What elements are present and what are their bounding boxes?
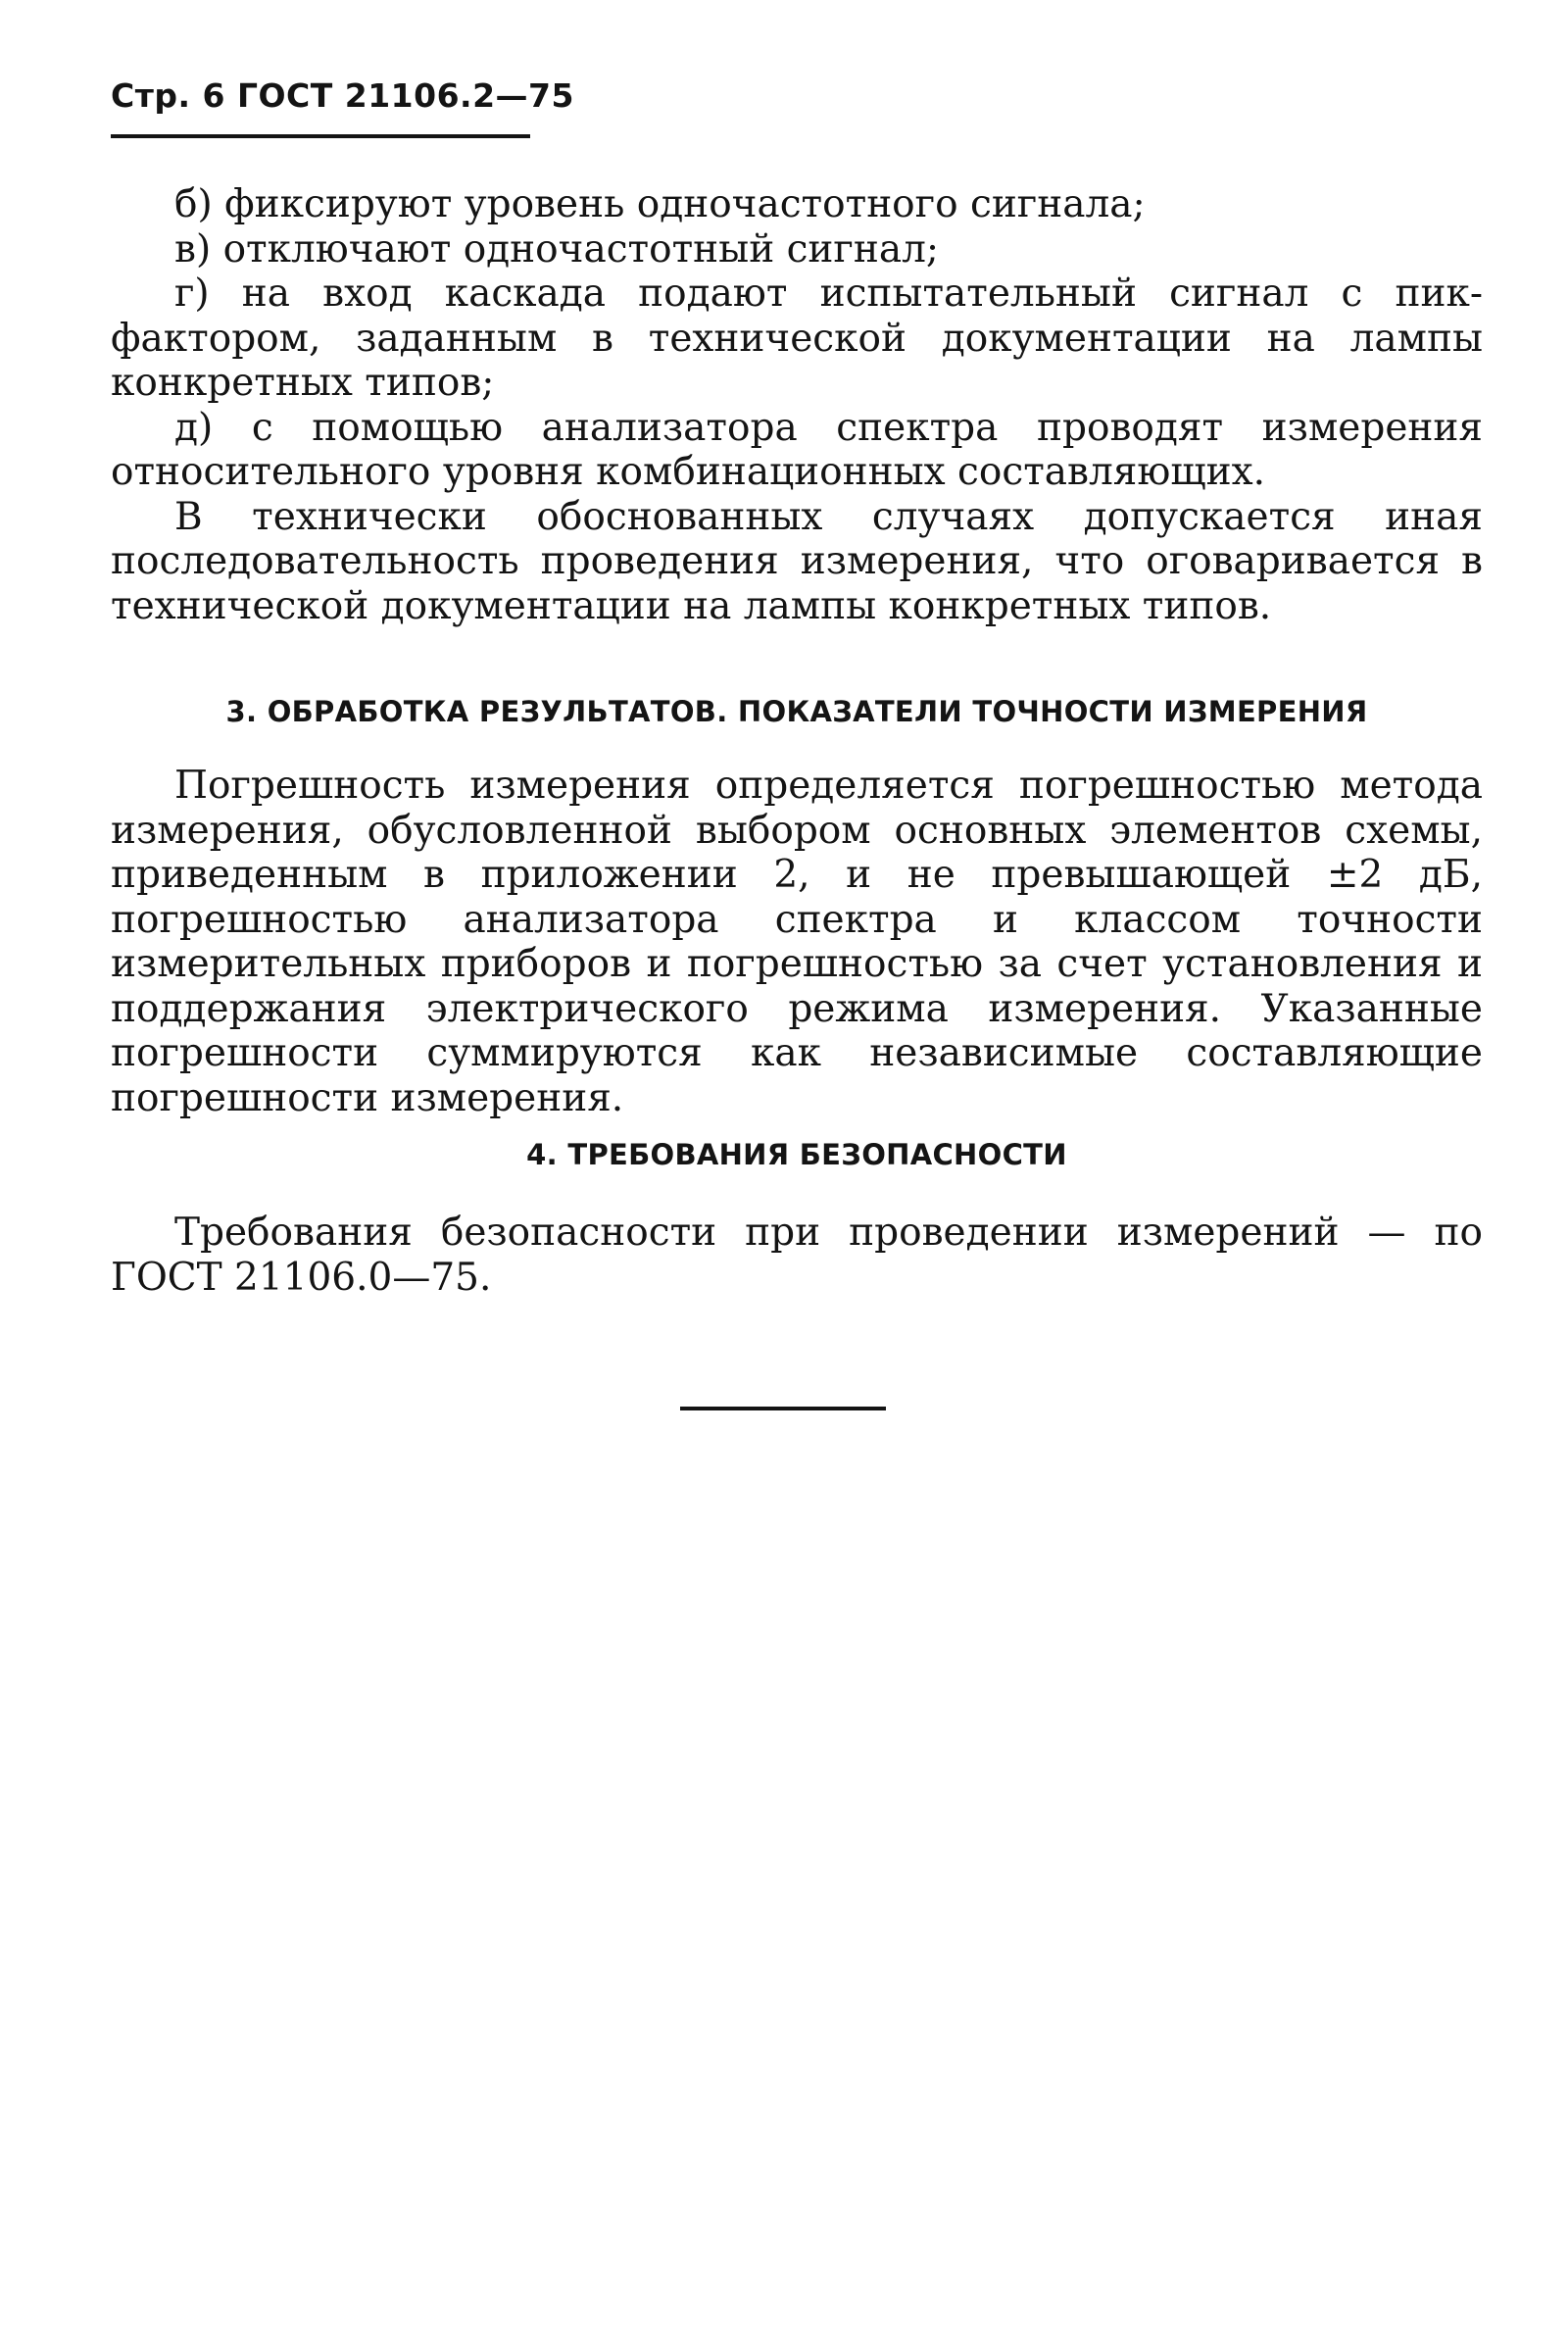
procedure-note: В технически обоснованных случаях допускается иная последовательность проведения измерения, что оговаривается в технической документации на лампы конкретных типов.	[111, 494, 1483, 628]
procedure-steps	[111, 182, 1483, 628]
running-header: Стр. 6 ГОСТ 21106.2—75	[111, 76, 574, 115]
section-4-body	[111, 1211, 1483, 1300]
section-4-paragraph: Требования безопасности при проведении измерений — по ГОСТ 21106.0—75.	[111, 1211, 1483, 1300]
step-v: в) отключают одночастотный сигнал;	[174, 226, 940, 272]
section-4-heading: 4. ТРЕБОВАНИЯ БЕЗОПАСНОСТИ	[526, 1138, 1067, 1171]
step-d: д) с помощью анализатора спектра проводят измерения относительного уровня комбинационных составляющих.	[111, 405, 1483, 494]
section-3-body	[111, 764, 1483, 1120]
step-g: г) на вход каскада подают испытательный сигнал с пик-фактором, заданным в технической документации на лампы конкретных типов;	[111, 272, 1483, 405]
end-rule	[680, 1407, 886, 1410]
header-rule	[111, 134, 530, 138]
step-b: б) фиксируют уровень одночастотного сигнала;	[174, 182, 1146, 226]
section-3-heading: 3. ОБРАБОТКА РЕЗУЛЬТАТОВ. ПОКАЗАТЕЛИ ТОЧНОСТИ ИЗМЕРЕНИЯ	[225, 695, 1368, 728]
section-3-paragraph: Погрешность измерения определяется погрешностью метода измерения, обусловленной выбором основных элементов схемы, приведенным в приложении 2, и не превышающей ±2 дБ, погрешностью анализатора спектра и классом точности измерительных приборов и погрешностью за счет установления и поддержания электрического режима измерения. Указанные погрешности суммируются как независимые составляющие погрешности измерения.	[111, 764, 1483, 1120]
